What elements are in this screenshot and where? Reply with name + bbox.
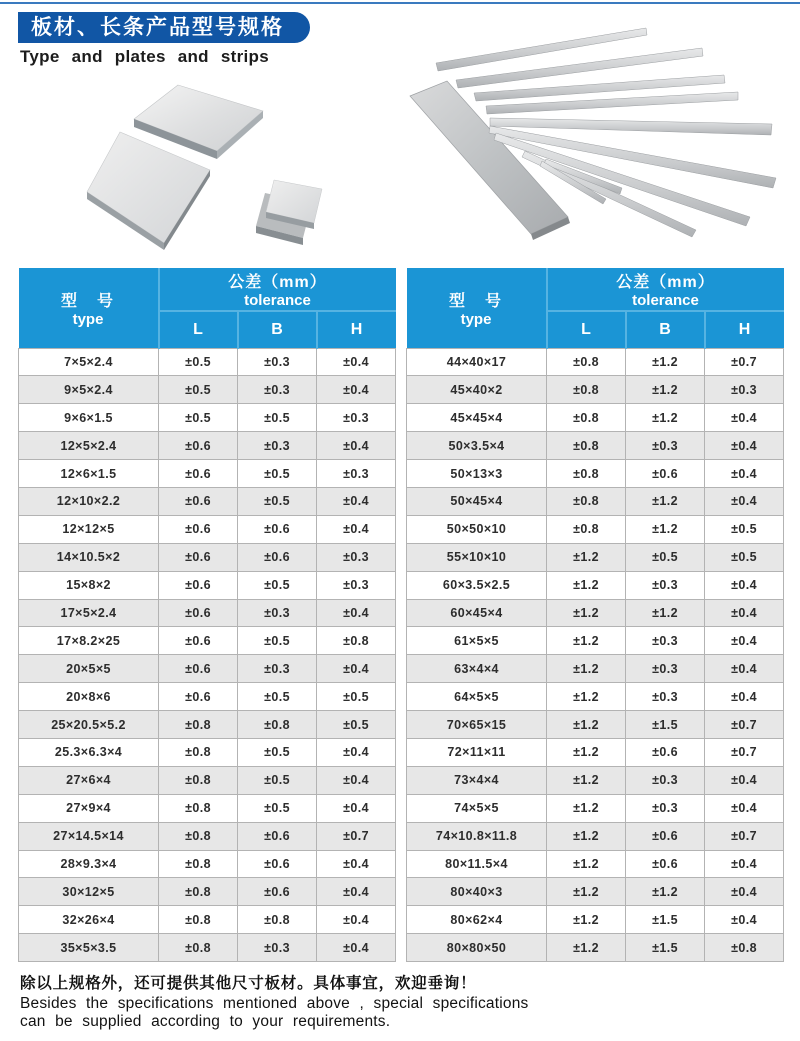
type-cell: 73×4×4 — [407, 766, 547, 794]
type-cell: 32×26×4 — [19, 906, 159, 934]
type-cell: 44×40×17 — [407, 348, 547, 376]
table-row — [407, 683, 784, 711]
tolerance-h-cell: ±0.3 — [317, 571, 396, 599]
footer-note-en-line2: can be supplied according to your requirements. — [20, 1012, 391, 1030]
tolerance-l-cell: ±0.8 — [159, 934, 238, 962]
table-row — [407, 766, 784, 794]
type-cell: 80×80×50 — [407, 934, 547, 962]
plates-illustration — [60, 75, 380, 265]
tolerance-h-cell: ±0.7 — [705, 822, 784, 850]
col-header-l: L — [159, 311, 238, 348]
table-row — [407, 794, 784, 822]
type-cell: 60×3.5×2.5 — [407, 571, 547, 599]
tolerance-b-cell: ±0.3 — [238, 432, 317, 460]
tolerance-h-cell: ±0.5 — [317, 683, 396, 711]
type-cell: 14×10.5×2 — [19, 543, 159, 571]
tolerance-b-cell: ±0.3 — [626, 794, 705, 822]
table-row — [19, 460, 396, 488]
tolerance-h-cell: ±0.4 — [317, 376, 396, 404]
tolerance-b-cell: ±1.2 — [626, 515, 705, 543]
tolerance-h-cell: ±0.3 — [317, 404, 396, 432]
tolerance-header-zh: 公差（mm） — [228, 274, 327, 291]
spec-table-left-body — [19, 348, 396, 962]
tolerance-b-cell: ±0.6 — [626, 822, 705, 850]
table-row — [407, 906, 784, 934]
tolerance-l-cell: ±0.8 — [547, 460, 626, 488]
tolerance-h-cell: ±0.4 — [705, 850, 784, 878]
col-header-b: B — [238, 311, 317, 348]
tolerance-b-cell: ±0.6 — [238, 822, 317, 850]
tolerance-l-cell: ±0.8 — [547, 487, 626, 515]
tolerance-b-cell: ±0.3 — [626, 571, 705, 599]
table-row — [19, 515, 396, 543]
spec-table-right-body — [407, 348, 784, 962]
tolerance-b-cell: ±1.2 — [626, 376, 705, 404]
tolerance-l-cell: ±0.6 — [159, 599, 238, 627]
type-cell: 20×5×5 — [19, 655, 159, 683]
type-header — [19, 268, 159, 348]
table-row — [407, 627, 784, 655]
type-header-en: type — [460, 310, 492, 328]
type-cell: 7×5×2.4 — [19, 348, 159, 376]
tolerance-h-cell: ±0.5 — [317, 711, 396, 739]
type-cell: 9×6×1.5 — [19, 404, 159, 432]
tolerance-header — [159, 268, 396, 311]
col-header-b: B — [626, 311, 705, 348]
tolerance-l-cell: ±0.6 — [159, 432, 238, 460]
type-cell: 27×14.5×14 — [19, 822, 159, 850]
tolerance-b-cell: ±0.5 — [238, 460, 317, 488]
tolerance-b-cell: ±1.2 — [626, 599, 705, 627]
tolerance-h-cell: ±0.5 — [705, 543, 784, 571]
tolerance-l-cell: ±0.6 — [159, 655, 238, 683]
table-row — [407, 934, 784, 962]
tolerance-l-cell: ±0.6 — [159, 460, 238, 488]
tolerance-h-cell: ±0.4 — [705, 878, 784, 906]
footer-note-en-line1: Besides the specifications mentioned above , special specifications — [20, 995, 529, 1012]
tolerance-l-cell: ±0.8 — [159, 878, 238, 906]
tolerance-b-cell: ±0.6 — [238, 850, 317, 878]
table-row — [407, 543, 784, 571]
tolerance-b-cell: ±0.3 — [626, 655, 705, 683]
tolerance-h-cell: ±0.4 — [317, 934, 396, 962]
type-cell: 70×65×15 — [407, 711, 547, 739]
table-row — [19, 432, 396, 460]
tolerance-b-cell: ±0.5 — [238, 404, 317, 432]
type-cell: 60×45×4 — [407, 599, 547, 627]
tolerance-b-cell: ±0.8 — [238, 906, 317, 934]
type-cell: 15×8×2 — [19, 571, 159, 599]
page-subtitle: Type and plates and strips — [20, 47, 269, 66]
tolerance-l-cell: ±1.2 — [547, 794, 626, 822]
table-row — [19, 794, 396, 822]
tolerance-b-cell: ±0.3 — [626, 432, 705, 460]
tolerance-h-cell: ±0.4 — [317, 766, 396, 794]
spec-table-right — [406, 268, 784, 962]
tolerance-l-cell: ±0.8 — [159, 906, 238, 934]
tolerance-l-cell: ±1.2 — [547, 850, 626, 878]
tolerance-h-cell: ±0.4 — [317, 738, 396, 766]
tolerance-b-cell: ±0.3 — [238, 655, 317, 683]
type-cell: 55×10×10 — [407, 543, 547, 571]
tolerance-h-cell: ±0.8 — [705, 934, 784, 962]
table-row — [407, 850, 784, 878]
plates-photo — [60, 75, 380, 265]
tolerance-h-cell: ±0.4 — [705, 683, 784, 711]
tolerance-b-cell: ±0.3 — [626, 627, 705, 655]
tolerance-b-cell: ±1.2 — [626, 404, 705, 432]
tolerance-h-cell: ±0.4 — [705, 460, 784, 488]
tolerance-h-cell: ±0.4 — [317, 850, 396, 878]
type-header — [407, 268, 547, 348]
col-header-h: H — [317, 311, 396, 348]
footer-note-zh: 除以上规格外，还可提供其他尺寸板材。具体事宜，欢迎垂询！ — [20, 975, 477, 992]
tolerance-l-cell: ±0.8 — [547, 348, 626, 376]
tolerance-l-cell: ±0.6 — [159, 515, 238, 543]
table-row — [19, 376, 396, 404]
tolerance-l-cell: ±1.2 — [547, 878, 626, 906]
tolerance-b-cell: ±1.2 — [626, 487, 705, 515]
type-cell: 17×5×2.4 — [19, 599, 159, 627]
tolerance-l-cell: ±1.2 — [547, 627, 626, 655]
type-cell: 35×5×3.5 — [19, 934, 159, 962]
tolerance-b-cell: ±0.5 — [238, 683, 317, 711]
type-cell: 45×40×2 — [407, 376, 547, 404]
tolerance-l-cell: ±0.5 — [159, 376, 238, 404]
tolerance-l-cell: ±1.2 — [547, 599, 626, 627]
tolerance-header — [547, 268, 784, 311]
tolerance-h-cell: ±0.4 — [317, 878, 396, 906]
col-header-l: L — [547, 311, 626, 348]
tolerance-l-cell: ±0.6 — [159, 487, 238, 515]
tolerance-l-cell: ±0.6 — [159, 627, 238, 655]
table-row — [19, 822, 396, 850]
type-cell: 27×6×4 — [19, 766, 159, 794]
type-cell: 63×4×4 — [407, 655, 547, 683]
tolerance-l-cell: ±1.2 — [547, 822, 626, 850]
table-row — [19, 543, 396, 571]
tolerance-b-cell: ±0.3 — [238, 934, 317, 962]
tolerance-h-cell: ±0.4 — [705, 487, 784, 515]
tolerance-h-cell: ±0.3 — [317, 460, 396, 488]
type-cell: 25.3×6.3×4 — [19, 738, 159, 766]
type-cell: 9×5×2.4 — [19, 376, 159, 404]
tolerance-l-cell: ±0.8 — [159, 794, 238, 822]
type-cell: 80×11.5×4 — [407, 850, 547, 878]
tolerance-l-cell: ±0.6 — [159, 571, 238, 599]
tolerance-h-cell: ±0.4 — [705, 404, 784, 432]
tolerance-h-cell: ±0.4 — [705, 906, 784, 934]
table-row — [19, 627, 396, 655]
tolerance-l-cell: ±1.2 — [547, 906, 626, 934]
tolerance-l-cell: ±0.8 — [547, 432, 626, 460]
table-row — [19, 934, 396, 962]
table-row — [407, 515, 784, 543]
type-header-zh: 型 号 — [448, 292, 503, 310]
type-cell: 12×5×2.4 — [19, 432, 159, 460]
strips-photo — [390, 18, 800, 262]
type-cell: 45×45×4 — [407, 404, 547, 432]
tolerance-l-cell: ±0.6 — [159, 543, 238, 571]
tolerance-l-cell: ±1.2 — [547, 711, 626, 739]
tolerance-h-cell: ±0.4 — [317, 348, 396, 376]
tolerance-l-cell: ±0.8 — [159, 738, 238, 766]
table-row — [407, 711, 784, 739]
type-cell: 50×3.5×4 — [407, 432, 547, 460]
type-cell: 80×62×4 — [407, 906, 547, 934]
type-cell: 50×13×3 — [407, 460, 547, 488]
tolerance-h-cell: ±0.4 — [705, 571, 784, 599]
tolerance-l-cell: ±0.8 — [547, 515, 626, 543]
type-cell: 72×11×11 — [407, 738, 547, 766]
type-cell: 74×5×5 — [407, 794, 547, 822]
tolerance-l-cell: ±1.2 — [547, 683, 626, 711]
table-row — [407, 348, 784, 376]
tolerance-l-cell: ±1.2 — [547, 571, 626, 599]
footer-note — [20, 971, 529, 1030]
tolerance-b-cell: ±0.3 — [626, 766, 705, 794]
tolerance-b-cell: ±0.8 — [238, 711, 317, 739]
tolerance-h-cell: ±0.4 — [705, 766, 784, 794]
table-row — [19, 571, 396, 599]
tolerance-h-cell: ±0.4 — [705, 599, 784, 627]
tolerance-header-en: tolerance — [244, 292, 311, 309]
tolerance-h-cell: ±0.4 — [317, 432, 396, 460]
tolerance-h-cell: ±0.3 — [705, 376, 784, 404]
table-row — [19, 711, 396, 739]
tolerance-b-cell: ±0.5 — [238, 766, 317, 794]
table-row — [19, 404, 396, 432]
tolerance-b-cell: ±1.5 — [626, 906, 705, 934]
tolerance-h-cell: ±0.4 — [317, 515, 396, 543]
type-cell: 50×45×4 — [407, 487, 547, 515]
tolerance-b-cell: ±1.5 — [626, 711, 705, 739]
tolerance-h-cell: ±0.7 — [317, 822, 396, 850]
tolerance-b-cell: ±1.2 — [626, 878, 705, 906]
tolerance-h-cell: ±0.4 — [705, 432, 784, 460]
tolerance-b-cell: ±0.5 — [238, 794, 317, 822]
tolerance-b-cell: ±0.5 — [238, 627, 317, 655]
table-row — [19, 487, 396, 515]
tolerance-l-cell: ±1.2 — [547, 738, 626, 766]
type-cell: 25×20.5×5.2 — [19, 711, 159, 739]
type-cell: 20×8×6 — [19, 683, 159, 711]
table-row — [407, 460, 784, 488]
table-row — [407, 822, 784, 850]
tolerance-h-cell: ±0.4 — [317, 487, 396, 515]
table-row — [407, 487, 784, 515]
type-cell: 12×10×2.2 — [19, 487, 159, 515]
type-cell: 80×40×3 — [407, 878, 547, 906]
table-row — [407, 571, 784, 599]
tolerance-h-cell: ±0.4 — [705, 794, 784, 822]
tolerance-l-cell: ±0.6 — [159, 683, 238, 711]
type-cell: 64×5×5 — [407, 683, 547, 711]
tolerance-header-zh: 公差（mm） — [616, 274, 715, 291]
tolerance-b-cell: ±0.6 — [626, 460, 705, 488]
tolerance-h-cell: ±0.5 — [705, 515, 784, 543]
type-header-zh: 型 号 — [60, 292, 115, 310]
table-row — [19, 766, 396, 794]
tolerance-b-cell: ±0.6 — [626, 850, 705, 878]
type-cell: 27×9×4 — [19, 794, 159, 822]
type-cell: 12×6×1.5 — [19, 460, 159, 488]
tolerance-l-cell: ±1.2 — [547, 934, 626, 962]
type-cell: 12×12×5 — [19, 515, 159, 543]
table-row — [19, 599, 396, 627]
table-row — [19, 878, 396, 906]
spec-table-left — [18, 268, 396, 962]
type-header-en: type — [72, 310, 104, 328]
table-row — [407, 599, 784, 627]
table-row — [407, 404, 784, 432]
tolerance-b-cell: ±0.6 — [238, 515, 317, 543]
tolerance-h-cell: ±0.4 — [317, 599, 396, 627]
tolerance-b-cell: ±0.6 — [626, 738, 705, 766]
tolerance-l-cell: ±0.8 — [159, 850, 238, 878]
col-header-h: H — [705, 311, 784, 348]
table-row — [19, 850, 396, 878]
type-cell: 61×5×5 — [407, 627, 547, 655]
tolerance-h-cell: ±0.4 — [705, 627, 784, 655]
type-cell: 17×8.2×25 — [19, 627, 159, 655]
tolerance-l-cell: ±0.8 — [159, 711, 238, 739]
tolerance-h-cell: ±0.4 — [317, 906, 396, 934]
table-row — [19, 683, 396, 711]
tolerance-l-cell: ±0.8 — [159, 822, 238, 850]
table-row — [19, 906, 396, 934]
tolerance-h-cell: ±0.8 — [317, 627, 396, 655]
tolerance-b-cell: ±0.3 — [238, 599, 317, 627]
spec-tables — [18, 268, 782, 962]
tolerance-l-cell: ±0.5 — [159, 404, 238, 432]
table-row — [407, 738, 784, 766]
tolerance-l-cell: ±1.2 — [547, 543, 626, 571]
tolerance-l-cell: ±1.2 — [547, 655, 626, 683]
tolerance-header-en: tolerance — [632, 292, 699, 309]
tolerance-b-cell: ±0.6 — [238, 543, 317, 571]
type-cell: 30×12×5 — [19, 878, 159, 906]
tolerance-l-cell: ±1.2 — [547, 766, 626, 794]
tolerance-l-cell: ±0.5 — [159, 348, 238, 376]
strips-illustration — [390, 18, 800, 262]
tolerance-b-cell: ±1.5 — [626, 934, 705, 962]
tolerance-b-cell: ±0.5 — [238, 487, 317, 515]
tolerance-h-cell: ±0.3 — [317, 543, 396, 571]
tolerance-h-cell: ±0.7 — [705, 738, 784, 766]
top-accent-line — [0, 2, 800, 4]
type-cell: 28×9.3×4 — [19, 850, 159, 878]
table-row — [407, 878, 784, 906]
table-row — [19, 738, 396, 766]
tolerance-b-cell: ±0.6 — [238, 878, 317, 906]
tolerance-l-cell: ±0.8 — [159, 766, 238, 794]
tolerance-h-cell: ±0.4 — [317, 655, 396, 683]
tolerance-h-cell: ±0.7 — [705, 711, 784, 739]
table-row — [19, 348, 396, 376]
tolerance-b-cell: ±0.3 — [238, 376, 317, 404]
table-row — [407, 376, 784, 404]
tolerance-b-cell: ±0.5 — [626, 543, 705, 571]
tolerance-l-cell: ±0.8 — [547, 404, 626, 432]
table-row — [407, 655, 784, 683]
tolerance-b-cell: ±0.3 — [626, 683, 705, 711]
tolerance-h-cell: ±0.4 — [705, 655, 784, 683]
page-title: 板材、长条产品型号规格 — [18, 12, 310, 43]
table-row — [407, 432, 784, 460]
tolerance-h-cell: ±0.7 — [705, 348, 784, 376]
type-cell: 50×50×10 — [407, 515, 547, 543]
tolerance-b-cell: ±1.2 — [626, 348, 705, 376]
tolerance-h-cell: ±0.4 — [317, 794, 396, 822]
tolerance-l-cell: ±0.8 — [547, 376, 626, 404]
type-cell: 74×10.8×11.8 — [407, 822, 547, 850]
tolerance-b-cell: ±0.5 — [238, 738, 317, 766]
tolerance-b-cell: ±0.5 — [238, 571, 317, 599]
tolerance-b-cell: ±0.3 — [238, 348, 317, 376]
table-row — [19, 655, 396, 683]
